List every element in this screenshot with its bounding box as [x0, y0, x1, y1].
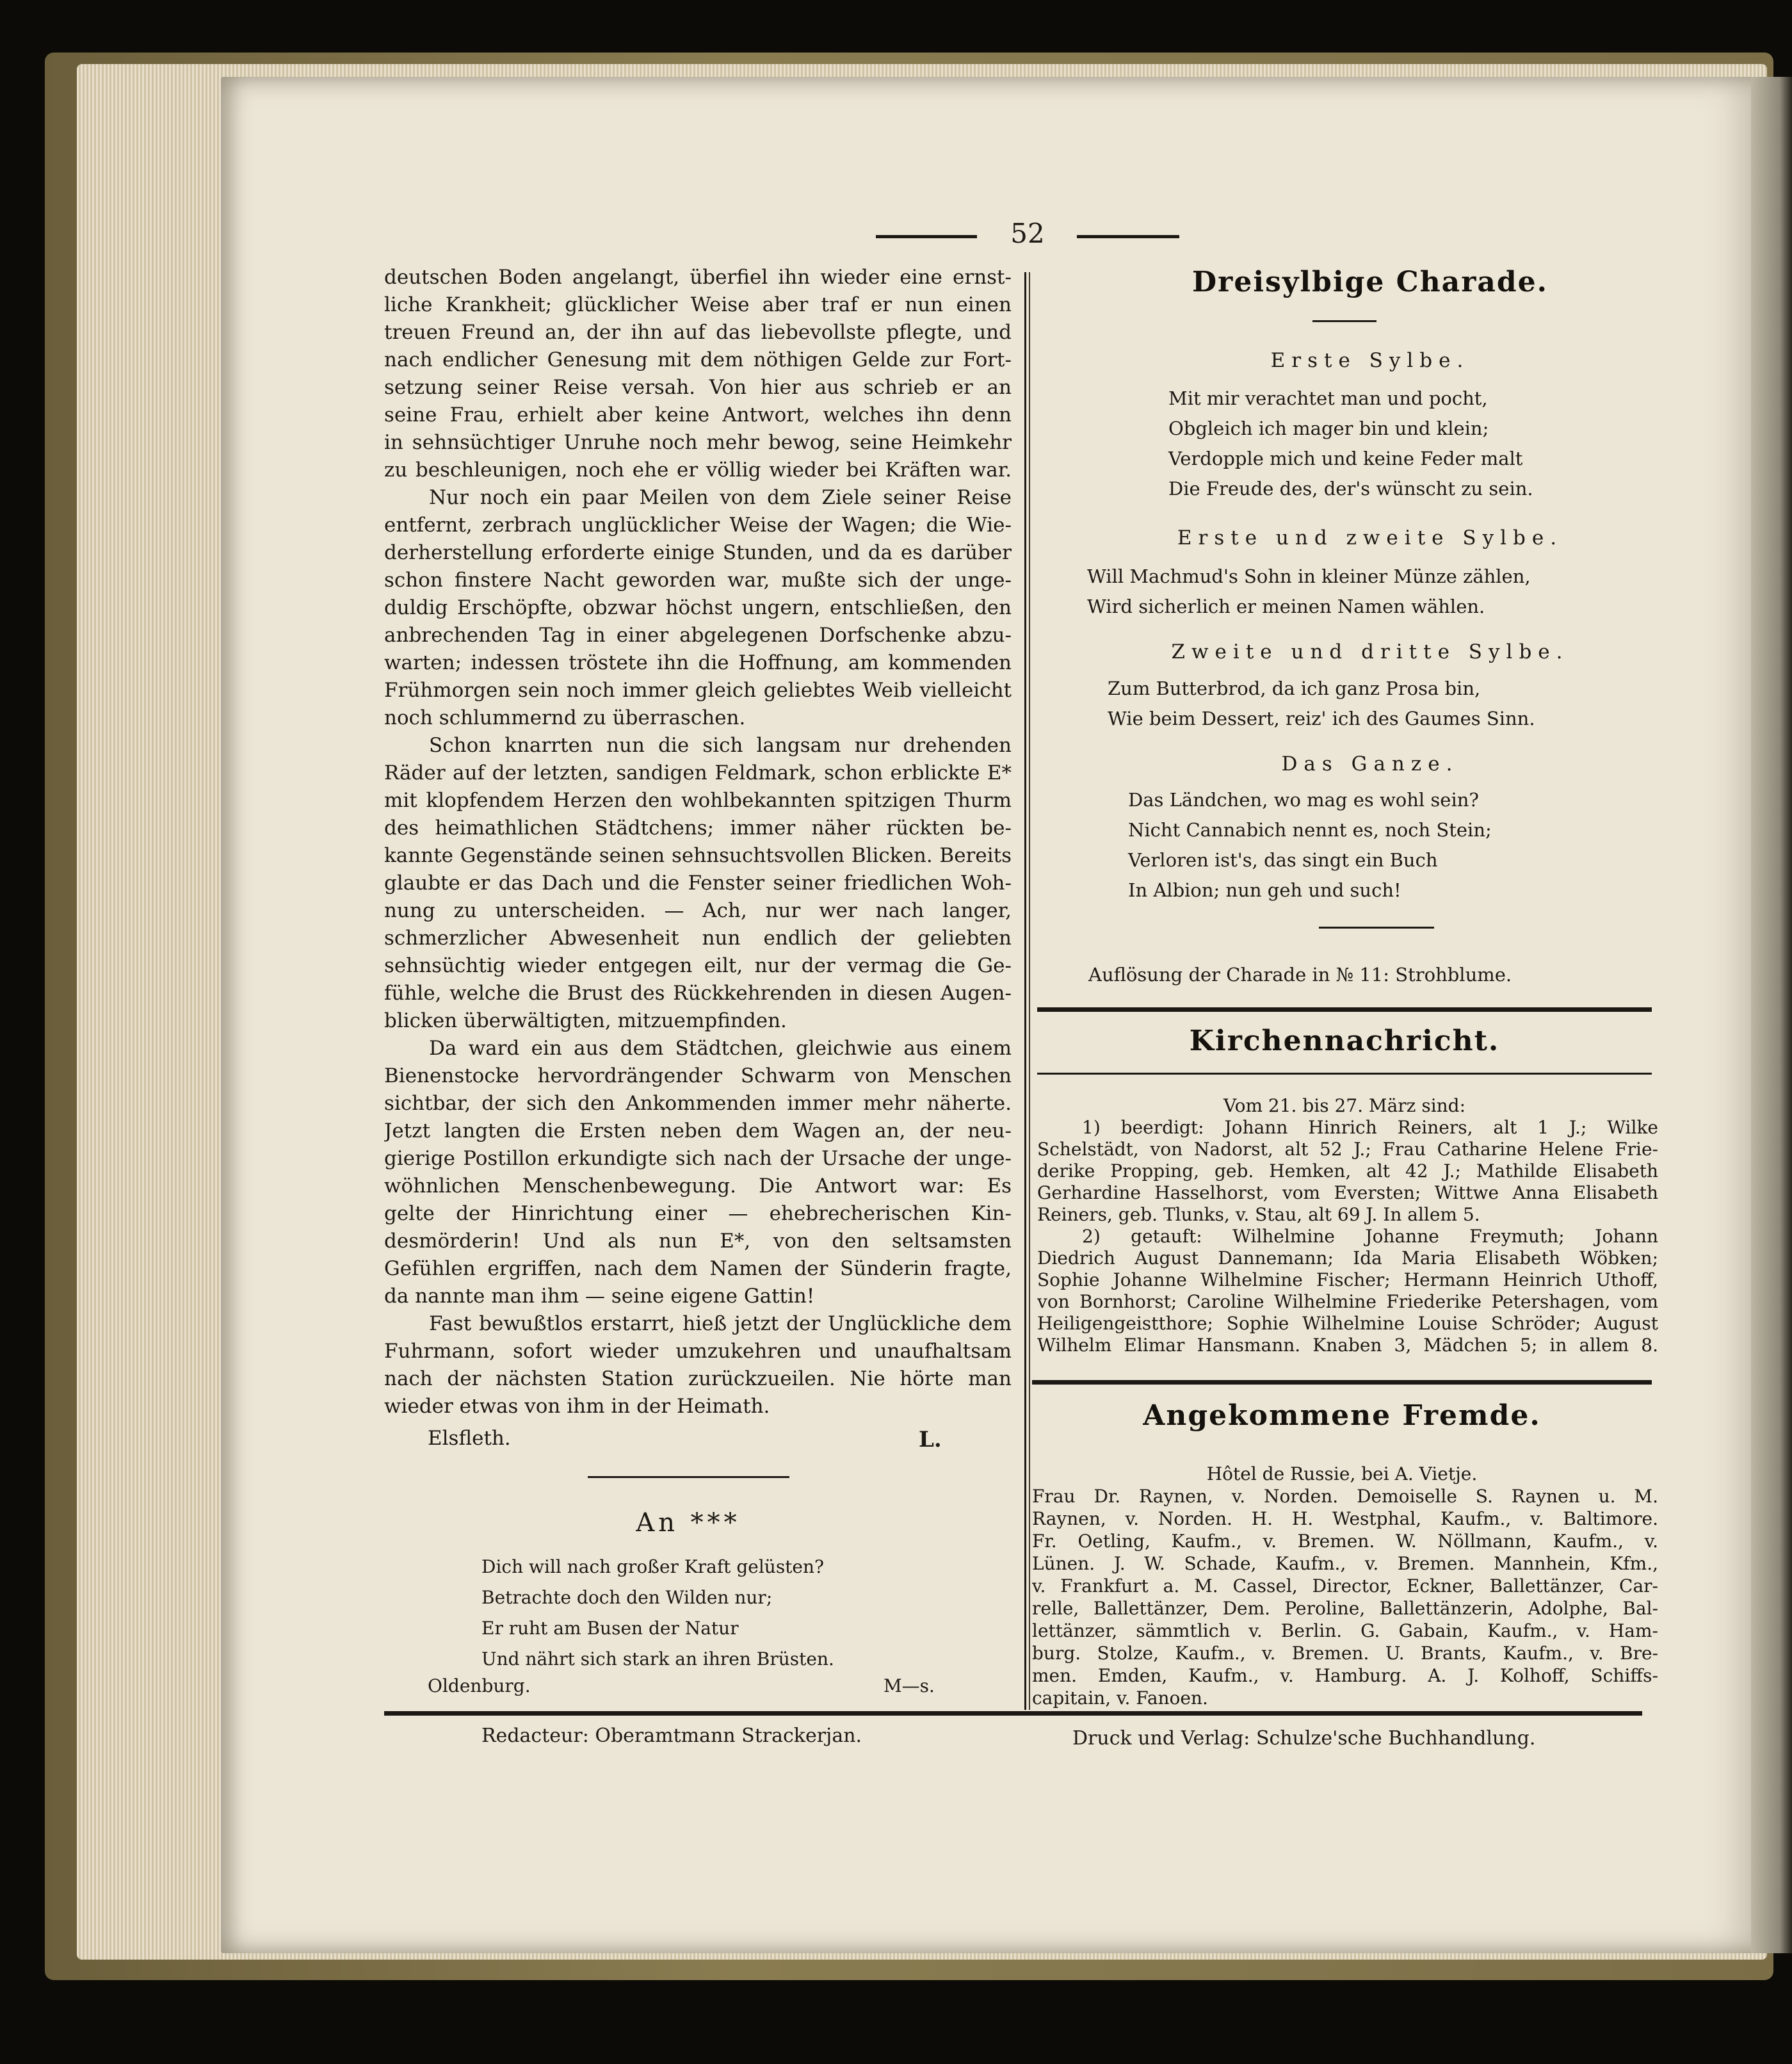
charade-line: In Albion; nun geh und such! [1128, 879, 1401, 901]
charade-line: Das Ländchen, wo mag es wohl sein? [1128, 789, 1479, 811]
story-line: Frühmorgen sein noch immer gleich geliebtes Weib vielleicht [384, 679, 1012, 702]
poem-line: Er ruht am Busen der Natur [481, 1618, 739, 1639]
charade-section-heading: Erste Sylbe. [1270, 349, 1470, 372]
story-line: Jetzt langten die Ersten neben dem Wagen an, der neu- [384, 1119, 1012, 1142]
header-rule-right [1077, 235, 1179, 238]
story-line: Gefühlen ergriffen, nach dem Namen der Sünderin fragte, [384, 1257, 1012, 1280]
story-line: Da ward ein aus dem Städtchen, gleichwie aus einem [429, 1037, 1012, 1060]
charade-line: Wie beim Dessert, reiz' ich des Gaumes Sinn. [1108, 708, 1535, 729]
story-line: sichtbar, der sich den Ankommenden immer mehr näherte. [384, 1092, 1012, 1115]
poem-signature: M—s. [884, 1675, 935, 1696]
story-text [384, 264, 1012, 1436]
charade-line: Verdopple mich und keine Feder malt [1168, 448, 1523, 469]
story-line: Fuhrmann, sofort wieder umzukehren und unaufhaltsam [384, 1340, 1012, 1363]
story-line: Fast bewußtlos erstarrt, hieß jetzt der Unglückliche dem [429, 1312, 1012, 1335]
charade-line: Will Machmud's Sohn in kleiner Münze zählen, [1087, 565, 1531, 587]
story-line: warten; indessen tröstete ihn die Hoffnung, am kommenden [384, 651, 1012, 674]
charade-section-heading: Erste und zweite Sylbe. [1177, 526, 1563, 549]
arrivals-top-rule [1032, 1380, 1652, 1385]
church-title-rule [1037, 1073, 1652, 1075]
church-top-rule [1037, 1007, 1652, 1012]
arrivals-line: Frau Dr. Raynen, v. Norden. Demoiselle S. Raynen u. M. [1032, 1486, 1658, 1507]
church-line: Schelstädt, von Nadorst, alt 52 J.; Frau Catharine Helene Frie- [1037, 1139, 1658, 1160]
story-line: nung zu unterscheiden. — Ach, nur wer nach langer, [384, 899, 1012, 922]
story-line: Nur noch ein paar Meilen von dem Ziele seiner Reise [429, 486, 1012, 509]
poem-line: Dich will nach großer Kraft gelüsten? [481, 1556, 825, 1577]
story-line: blicken überwältigten, mitzuempfinden. [384, 1009, 787, 1032]
arrivals-line: Raynen, v. Norden. H. H. Westphal, Kaufm., v. Baltimore. [1032, 1508, 1658, 1529]
church-line: Reiners, geb. Tlunks, v. Stau, alt 69 J. In allem 5. [1037, 1204, 1480, 1225]
story-line: gelte der Hinrichtung einer — ehebrecherischen Kin- [384, 1202, 1012, 1225]
story-line: wöhnlichen Menschenbewegung. Die Antwort war: Es [384, 1174, 1012, 1198]
story-line: mit klopfendem Herzen den wohlbekannten spitzigen Thurm [384, 789, 1012, 812]
story-line: des heimathlichen Städtchens; immer näher rückten be- [384, 817, 1012, 840]
story-line: seine Frau, erhielt aber keine Antwort, welches ihn denn [384, 403, 1012, 427]
charade-line: Mit mir verachtet man und pocht, [1168, 387, 1488, 409]
charade-line: Zum Butterbrod, da ich ganz Prosa bin, [1108, 678, 1481, 699]
story-line: nach endlicher Genesung mit dem nöthigen Gelde zur Fort- [384, 348, 1012, 371]
poem-title: An *** [636, 1508, 741, 1538]
page-number: 52 [1010, 218, 1045, 249]
story-line: zu beschleunigen, noch ehe er völlig wieder bei Kräften war. [384, 459, 1012, 482]
story-line: Schon knarrten nun die sich langsam nur drehenden [429, 734, 1012, 757]
charade-title-rule [1312, 320, 1376, 322]
church-line: 1) beerdigt: Johann Hinrich Reiners, alt 1 J.; Wilke [1082, 1117, 1658, 1138]
arrivals-hotel: Hôtel de Russie, bei A. Vietje. [1206, 1463, 1478, 1484]
story-line: gierige Postillon erkundigte sich nach der Ursache der unge- [384, 1147, 1012, 1170]
arrivals-line: Fr. Oetling, Kaufm., v. Bremen. W. Nöllmann, Kaufm., v. [1032, 1531, 1658, 1552]
charade-line: Verloren ist's, das singt ein Buch [1128, 849, 1438, 871]
charade-line: Obgleich ich mager bin und klein; [1168, 418, 1489, 439]
story-line: da nannte man ihm — seine eigene Gattin! [384, 1285, 815, 1308]
story-line: schon finstere Nacht geworden war, mußte sich der unge- [384, 569, 1012, 592]
book-gutter-shadow [1751, 77, 1792, 1953]
church-line: Gerhardine Hasselhorst, vom Eversten; Wittwe Anna Elisabeth [1037, 1182, 1658, 1203]
story-line: Bienenstocke hervordrängender Schwarm von Menschen [384, 1064, 1012, 1087]
story-line: treuen Freund an, der ihn auf das liebevollste pflegte, und [384, 321, 1012, 344]
story-line: glaubte er das Dach und die Fenster seiner friedlichen Woh- [384, 872, 1012, 895]
story-line: noch schlummernd zu überraschen. [384, 706, 746, 729]
footer-editor: Redacteur: Oberamtmann Strackerjan. [481, 1725, 862, 1747]
church-line: Diedrich August Dannemann; Ida Maria Elisabeth Wöbken; [1037, 1247, 1658, 1269]
arrivals-line: men. Emden, Kaufm., v. Hamburg. A. J. Kolhoff, Schiffs- [1032, 1665, 1658, 1686]
church-news-title: Kirchennachricht. [1189, 1025, 1500, 1057]
story-line: wieder etwas von ihm in der Heimath. [384, 1395, 770, 1418]
arrivals-line: Lünen. J. W. Schade, Kaufm., v. Bremen. Mannhein, Kfm., [1032, 1553, 1658, 1574]
story-line: duldig Erschöpfte, obzwar höchst ungern, entschließen, den [384, 596, 1012, 619]
charade-line: Wird sicherlich er meinen Namen wählen. [1087, 596, 1485, 617]
arrivals-line: capitain, v. Fanoen. [1032, 1687, 1208, 1709]
header-rule-left [876, 235, 977, 238]
story-line: derherstellung erforderte einige Stunden, und da es darüber [384, 541, 1012, 564]
charade-section-heading: Das Ganze. [1281, 752, 1459, 776]
charade-section-heading: Zweite und dritte Sylbe. [1171, 640, 1569, 663]
story-line: entfernt, zerbrach unglücklicher Weise der Wagen; die Wie- [384, 514, 1012, 537]
charade-line: Nicht Cannabich nennt es, noch Stein; [1128, 819, 1492, 841]
story-line: Räder auf der letzten, sandigen Feldmark, schon erblickte E* [384, 761, 1012, 784]
charade-solution: Auflösung der Charade in № 11: Strohblume. [1088, 964, 1512, 986]
church-line: Sophie Johanne Wilhelmine Fischer; Hermann Heinrich Uthoff, [1037, 1269, 1658, 1290]
story-line: in sehnsüchtiger Unruhe noch mehr bewog, seine Heimkehr [384, 431, 1012, 454]
arrivals-title: Angekommene Fremde. [1143, 1399, 1541, 1432]
arrivals-line: lettänzer, sämmtlich v. Berlin. G. Gabain, Kaufm., v. Ham- [1032, 1620, 1658, 1641]
poem-line: Und nährt sich stark an ihren Brüsten. [481, 1648, 834, 1670]
story-line: desmörderin! Und als nun E*, von den seltsamsten [384, 1230, 1012, 1253]
story-line: liche Krankheit; glücklicher Weise aber traf er nun einen [384, 293, 1012, 316]
church-line: Wilhelm Elimar Hansmann. Knaben 3, Mädchen 5; in allem 8. [1037, 1335, 1658, 1356]
church-line: derike Propping, geb. Hemken, alt 42 J.; Mathilde Elisabeth [1037, 1160, 1658, 1182]
charade-line: Die Freude des, der's wünscht zu sein. [1168, 478, 1533, 500]
footer-printer: Druck und Verlag: Schulze'sche Buchhandlung. [1072, 1727, 1536, 1750]
church-line: Heiligengeistthore; Sophie Wilhelmine Louise Schröder; August [1037, 1313, 1658, 1334]
column-divider-inner [1029, 272, 1030, 1710]
story-line: nach der nächsten Station zurückzueilen. Nie hörte man [384, 1367, 1012, 1390]
story-line: fühle, welche die Brust des Rückkehrenden in diesen Augen- [384, 982, 1012, 1005]
footer-rule [384, 1711, 1642, 1716]
story-line: sehnsüchtig wieder entgegen eilt, nur der vermag die Ge- [384, 954, 1012, 977]
charade-title: Dreisylbige Charade. [1192, 266, 1548, 298]
arrivals-line: v. Frankfurt a. M. Cassel, Director, Eckner, Ballettänzer, Car- [1032, 1575, 1658, 1597]
arrivals-line: relle, Ballettänzer, Dem. Peroline, Ballettänzerin, Adolphe, Bal- [1032, 1598, 1658, 1619]
church-line: Vom 21. bis 27. März sind: [1223, 1095, 1466, 1116]
story-line: deutschen Boden angelangt, überfiel ihn wieder eine ernst- [384, 266, 1012, 289]
story-line: setzung seiner Reise versah. Von hier aus schrieb er an [384, 376, 1012, 399]
story-place: Elsfleth. [428, 1427, 511, 1450]
story-line: anbrechenden Tag in einer abgelegenen Dorfschenke abzu- [384, 624, 1012, 647]
poem-place: Oldenburg. [428, 1675, 531, 1696]
column-divider [1024, 272, 1026, 1710]
story-signature: L. [919, 1427, 942, 1452]
church-line: 2) getauft: Wilhelmine Johanne Freymuth; Johann [1082, 1226, 1658, 1247]
church-line: von Bornhorst; Caroline Wilhelmine Friederike Petershagen, vom [1037, 1291, 1658, 1312]
story-line: kannte Gegenstände seinen sehnsuchtsvollen Blicken. Bereits [384, 844, 1012, 867]
poem-separator [588, 1476, 789, 1478]
arrivals-line: burg. Stolze, Kaufm., v. Bremen. U. Brants, Kaufm., v. Bre- [1032, 1643, 1658, 1664]
poem-line: Betrachte doch den Wilden nur; [481, 1587, 773, 1608]
story-line: schmerzlicher Abwesenheit nun endlich der geliebten [384, 927, 1012, 950]
charade-solution-rule [1319, 927, 1434, 929]
